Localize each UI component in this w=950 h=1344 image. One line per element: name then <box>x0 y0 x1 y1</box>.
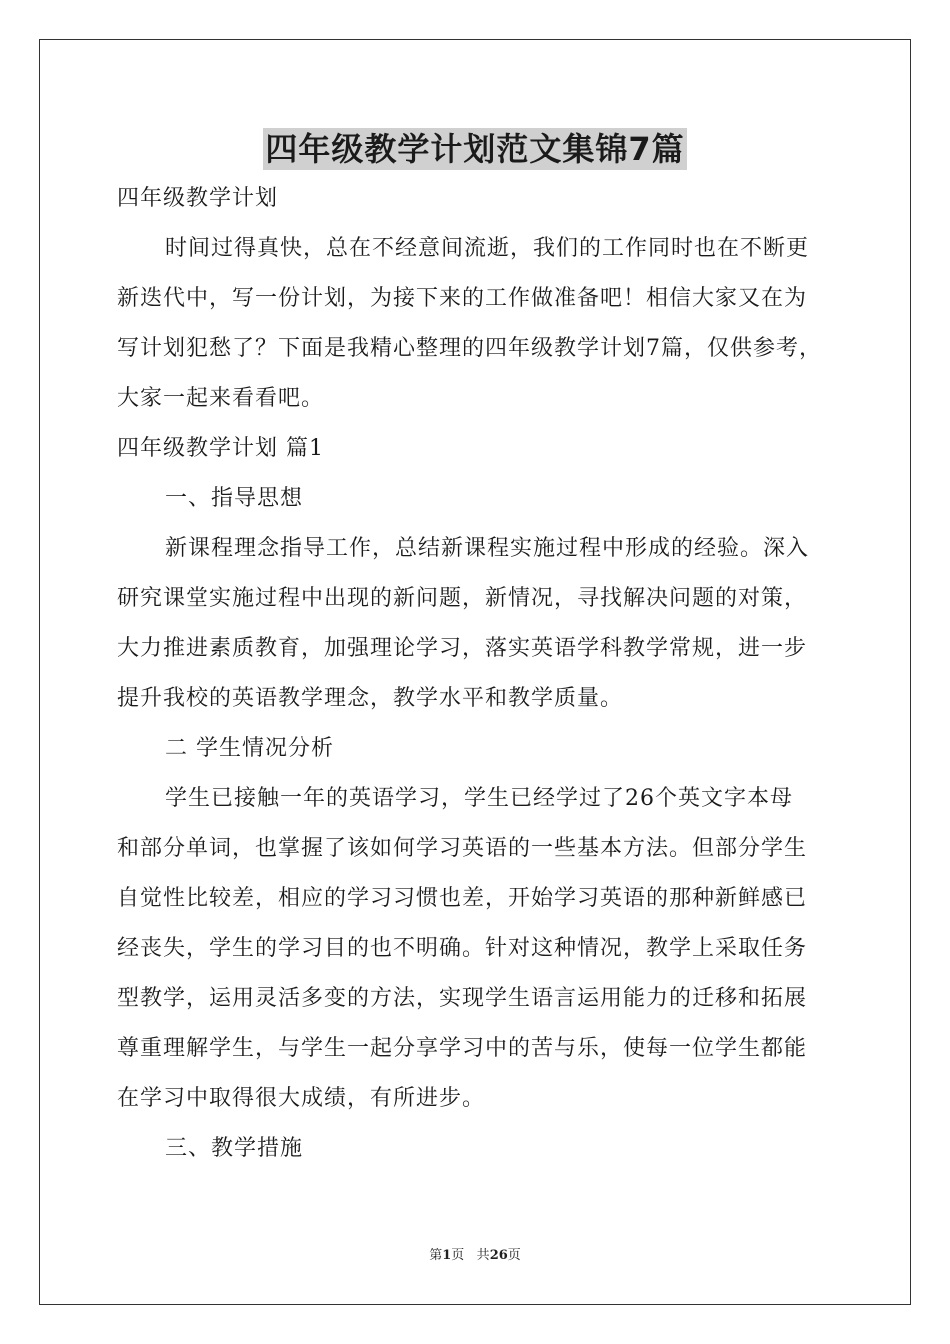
document-title: 四年级教学计划范文集锦7篇 <box>265 130 685 168</box>
paragraph-line: 大家一起来看看吧。 <box>117 386 325 411</box>
paragraph-line: 和部分单词，也掌握了该如何学习英语的一些基本方法。但部分学生 <box>117 836 808 861</box>
page-suffix: 页 <box>451 1248 465 1263</box>
paragraph-line: 尊重理解学生，与学生一起分享学习中的苦与乐，使每一位学生都能 <box>117 1036 808 1061</box>
paragraph-line: 新课程理念指导工作，总结新课程实施过程中形成的经验。深入 <box>165 536 810 561</box>
section-heading: 四年级教学计划 篇1 <box>117 436 324 461</box>
title-container <box>0 128 950 170</box>
subsection-heading: 三、教学措施 <box>165 1136 304 1161</box>
paragraph-line: 自觉性比较差，相应的学习习惯也差，开始学习英语的那种新鲜感已 <box>117 886 808 911</box>
page-number: 1 <box>442 1248 452 1263</box>
subsection-heading: 二 学生情况分析 <box>165 736 334 761</box>
paragraph-line: 在学习中取得很大成绩，有所进步。 <box>117 1086 486 1111</box>
total-suffix: 页 <box>507 1248 521 1263</box>
paragraph-line: 研究课堂实施过程中出现的新问题，新情况，寻找解决问题的对策， <box>117 586 808 611</box>
total-pages: 26 <box>489 1248 508 1263</box>
paragraph-line: 提升我校的英语教学理念，教学水平和教学质量。 <box>117 686 624 711</box>
paragraph-line: 新迭代中，写一份计划，为接下来的工作做准备吧！相信大家又在为 <box>117 286 808 311</box>
total-prefix: 共 <box>476 1248 490 1263</box>
page-border <box>39 39 911 1305</box>
subsection-heading: 一、指导思想 <box>165 486 304 511</box>
intro-heading: 四年级教学计划 <box>117 186 279 211</box>
paragraph-line: 学生已接触一年的英语学习，学生已经学过了26个英文字本母 <box>165 786 793 811</box>
paragraph-line: 型教学，运用灵活多变的方法，实现学生语言运用能力的迁移和拓展 <box>117 986 808 1011</box>
paragraph-line: 大力推进素质教育，加强理论学习，落实英语学科教学常规，进一步 <box>117 636 808 661</box>
paragraph-line: 时间过得真快，总在不经意间流逝，我们的工作同时也在不断更 <box>165 236 810 261</box>
page-footer <box>0 1247 950 1265</box>
page-prefix: 第 <box>429 1248 443 1263</box>
paragraph-line: 经丧失，学生的学习目的也不明确。针对这种情况，教学上采取任务 <box>117 936 808 961</box>
paragraph-line: 写计划犯愁了？下面是我精心整理的四年级教学计划7篇，仅供参考， <box>117 336 822 361</box>
